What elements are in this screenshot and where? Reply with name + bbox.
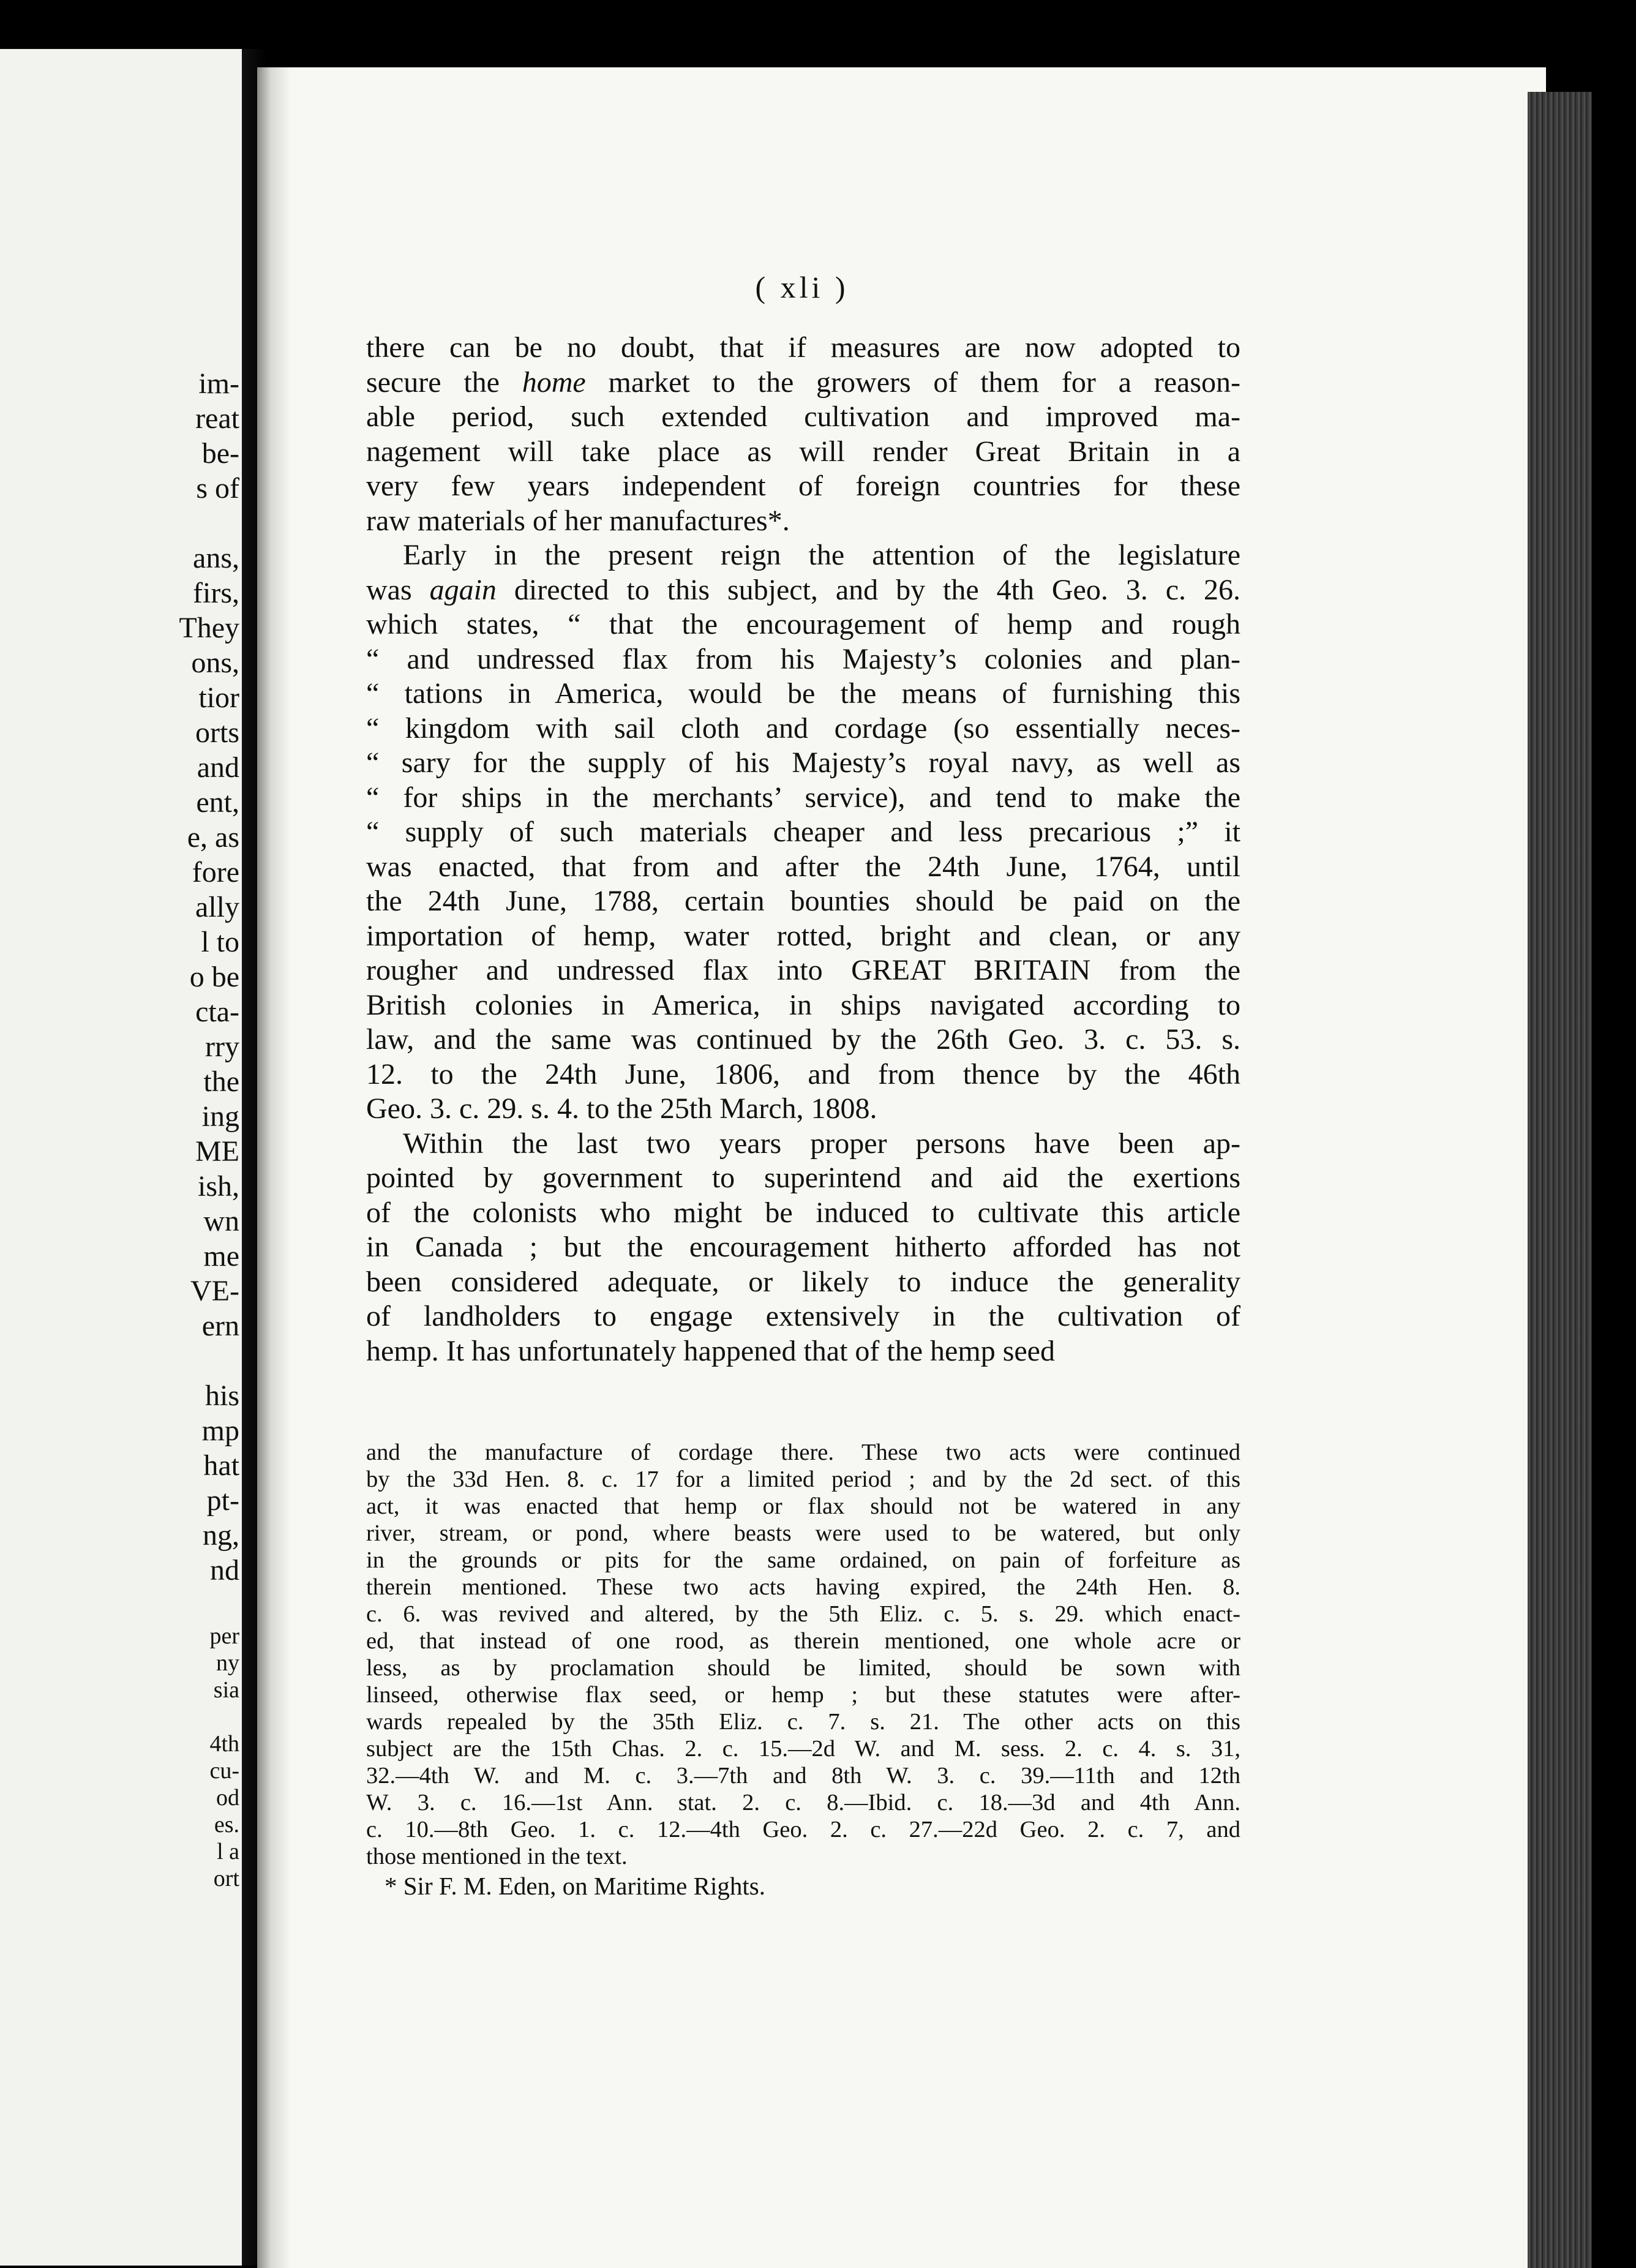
footnote-line: linseed, otherwise flax seed, or hemp ; but these statutes were after- bbox=[366, 1682, 1240, 1708]
left-page-fragment bbox=[0, 1703, 242, 1730]
footnote-line: those mentioned in the text. bbox=[366, 1844, 628, 1869]
body-line: rougher and undressed flax into GREAT BRITAIN from the bbox=[366, 954, 1240, 986]
left-page-fragment: ish, bbox=[197, 1170, 239, 1203]
body-line: there can be no doubt, that if measures are now adopted to bbox=[366, 331, 1240, 364]
body-line: been considered adequate, or likely to induce the generality bbox=[366, 1265, 1240, 1298]
left-page-fragment bbox=[0, 506, 242, 541]
body-text bbox=[366, 331, 1240, 1369]
left-page bbox=[0, 49, 248, 2266]
left-page-fragment: firs, bbox=[193, 577, 239, 609]
left-page-fragment: and bbox=[197, 751, 239, 784]
left-page-fragment: tior bbox=[198, 682, 239, 714]
left-page-fragment: the bbox=[203, 1065, 239, 1098]
left-page-fragment: reat bbox=[195, 402, 239, 435]
left-page-fragment: e, as bbox=[187, 821, 239, 854]
body-line: of the colonists who might be induced to cultivate this article bbox=[366, 1196, 1240, 1229]
left-page-fragment: me bbox=[203, 1240, 239, 1272]
left-page-fragment: orts bbox=[195, 716, 239, 749]
left-page-fragment: ally bbox=[195, 891, 239, 923]
left-page-fragment: his bbox=[204, 1380, 239, 1412]
body-line: Geo. 3. c. 29. s. 4. to the 25th March, 1808. bbox=[366, 1092, 877, 1125]
left-page-fragment: cta- bbox=[195, 996, 239, 1028]
left-page-fragment: They bbox=[179, 612, 239, 644]
body-line: “ supply of such materials cheaper and less precarious ;” it bbox=[366, 816, 1240, 848]
left-page-fragment: ons, bbox=[191, 647, 239, 679]
left-page-fragment: fore bbox=[192, 856, 239, 888]
body-line: of landholders to engage extensively in the cultivation of bbox=[366, 1300, 1240, 1332]
body-line: Within the last two years proper persons have been ap- bbox=[403, 1127, 1240, 1160]
left-page-fragment bbox=[0, 1343, 242, 1378]
left-page-fragment: s of bbox=[196, 472, 239, 505]
body-line: importation of hemp, water rotted, bright and clean, or any bbox=[366, 919, 1240, 952]
body-line: secure the home market to the growers of them for a reason- bbox=[366, 366, 1240, 399]
left-page-fragment: ans, bbox=[193, 542, 239, 574]
footnote-line: ed, that instead of one rood, as therein mentioned, one whole acre or bbox=[366, 1628, 1240, 1654]
footnote bbox=[366, 1439, 1240, 1902]
footnote-line: W. 3. c. 16.—1st Ann. stat. 2. c. 8.—Ibid. c. 18.—3d and 4th Ann. bbox=[366, 1790, 1240, 1816]
body-line: “ tations in America, would be the means of furnishing this bbox=[366, 677, 1240, 710]
body-line: “ for ships in the merchants’ service), and tend to make the bbox=[366, 781, 1240, 814]
left-page-fragment: ME bbox=[195, 1135, 239, 1168]
body-line: British colonies in America, in ships navigated according to bbox=[366, 988, 1240, 1021]
gutter-fold bbox=[257, 67, 291, 2268]
left-page-fragment: ing bbox=[201, 1100, 239, 1133]
body-line: pointed by government to superintend and aid the exertions bbox=[366, 1162, 1240, 1194]
body-line: nagement will take place as will render Great Britain in a bbox=[366, 435, 1240, 468]
left-page-fragment: o be bbox=[189, 961, 239, 993]
left-page-fragment bbox=[0, 1588, 242, 1623]
body-line: Early in the present reign the attention of the legislature bbox=[403, 539, 1240, 571]
footnote-line: in the grounds or pits for the same ordained, on pain of forfeiture as bbox=[366, 1547, 1240, 1573]
body-line: “ sary for the supply of his Majesty’s royal navy, as well as bbox=[366, 746, 1240, 779]
body-line: 12. to the 24th June, 1806, and from thence by the 46th bbox=[366, 1057, 1240, 1091]
left-page-fragment: ort bbox=[213, 1866, 239, 1891]
left-page-fragment: l a bbox=[217, 1839, 239, 1864]
body-line: was enacted, that from and after the 24th June, 1764, until bbox=[366, 850, 1240, 883]
footnote-line: 32.—4th W. and M. c. 3.—7th and 8th W. 3. c. 39.—11th and 12th bbox=[366, 1763, 1240, 1789]
footnote-line: act, it was enacted that hemp or flax should not be watered in any bbox=[366, 1493, 1240, 1519]
left-page-fragment: pt- bbox=[206, 1484, 239, 1517]
body-line: raw materials of her manufactures*. bbox=[366, 504, 790, 537]
left-page-text-fragments bbox=[0, 366, 242, 1892]
footnote-line: c. 6. was revived and altered, by the 5th Eliz. c. 5. s. 29. which enact- bbox=[366, 1601, 1240, 1627]
page-number: ( xli ) bbox=[755, 270, 849, 304]
body-line: which states, “ that the encouragement of hemp and rough bbox=[366, 608, 1240, 640]
body-line: was again directed to this subject, and by the 4th Geo. 3. c. 26. bbox=[366, 573, 1240, 606]
left-page-fragment: l to bbox=[201, 926, 239, 958]
body-line: “ kingdom with sail cloth and cordage (so essentially neces- bbox=[366, 712, 1240, 745]
footnote-line: subject are the 15th Chas. 2. c. 15.—2d W. and M. sess. 2. c. 4. s. 31, bbox=[366, 1736, 1240, 1762]
left-page-fragment: sia bbox=[213, 1677, 239, 1703]
left-page-fragment: im- bbox=[198, 367, 239, 400]
left-page-fragment: ng, bbox=[203, 1519, 239, 1552]
footnote-signature: * Sir F. M. Eden, on Maritime Rights. bbox=[385, 1872, 765, 1900]
body-line: in Canada ; but the encouragement hitherto afforded has not bbox=[366, 1231, 1240, 1263]
body-line: able period, such extended cultivation and improved ma- bbox=[366, 400, 1240, 433]
left-page-fragment: wn bbox=[203, 1205, 239, 1237]
body-line: the 24th June, 1788, certain bounties should be paid on the bbox=[366, 885, 1240, 917]
body-line: very few years independent of foreign countries for these bbox=[366, 470, 1240, 502]
body-line: law, and the same was continued by the 26th Geo. 3. c. 53. s. bbox=[366, 1023, 1240, 1056]
footnote-line: and the manufacture of cordage there. These two acts were continued bbox=[366, 1440, 1240, 1465]
footnote-line: river, stream, or pond, where beasts were used to be watered, but only bbox=[366, 1520, 1240, 1546]
footnote-line: less, as by proclamation should be limited, should be sown with bbox=[366, 1655, 1240, 1681]
footnote-line: therein mentioned. These two acts having expired, the 24th Hen. 8. bbox=[366, 1574, 1240, 1600]
left-page-fragment: hat bbox=[203, 1449, 239, 1482]
body-line: “ and undressed flax from his Majesty’s colonies and plan- bbox=[366, 642, 1240, 675]
footnote-line: wards repealed by the 35th Eliz. c. 7. s. 21. The other acts on this bbox=[366, 1709, 1240, 1735]
footnote-line: by the 33d Hen. 8. c. 17 for a limited period ; and by the 2d sect. of this bbox=[366, 1466, 1240, 1492]
left-page-fragment: od bbox=[216, 1785, 239, 1811]
left-page-fragment: VE- bbox=[190, 1275, 239, 1307]
left-page-fragment: rry bbox=[205, 1031, 239, 1063]
left-page-fragment: per bbox=[209, 1623, 239, 1649]
left-page-fragment: ern bbox=[201, 1310, 239, 1342]
body-line: hemp. It has unfortunately happened that of the hemp seed bbox=[366, 1334, 1055, 1367]
footnote-line: c. 10.—8th Geo. 1. c. 12.—4th Geo. 2. c. 27.—22d Geo. 2. c. 7, and bbox=[366, 1817, 1240, 1842]
left-page-fragment: es. bbox=[214, 1812, 239, 1838]
scan-border bbox=[1592, 92, 1636, 2268]
left-page-fragment: be- bbox=[201, 437, 239, 470]
left-page-fragment: ny bbox=[216, 1650, 239, 1676]
left-page-fragment: cu- bbox=[209, 1758, 239, 1784]
left-page-fragment: 4th bbox=[209, 1731, 239, 1757]
left-page-fragment: mp bbox=[201, 1414, 239, 1447]
page-block-edge bbox=[1528, 92, 1592, 2268]
left-page-fragment: nd bbox=[210, 1554, 239, 1586]
left-page-fragment: ent, bbox=[196, 786, 239, 819]
